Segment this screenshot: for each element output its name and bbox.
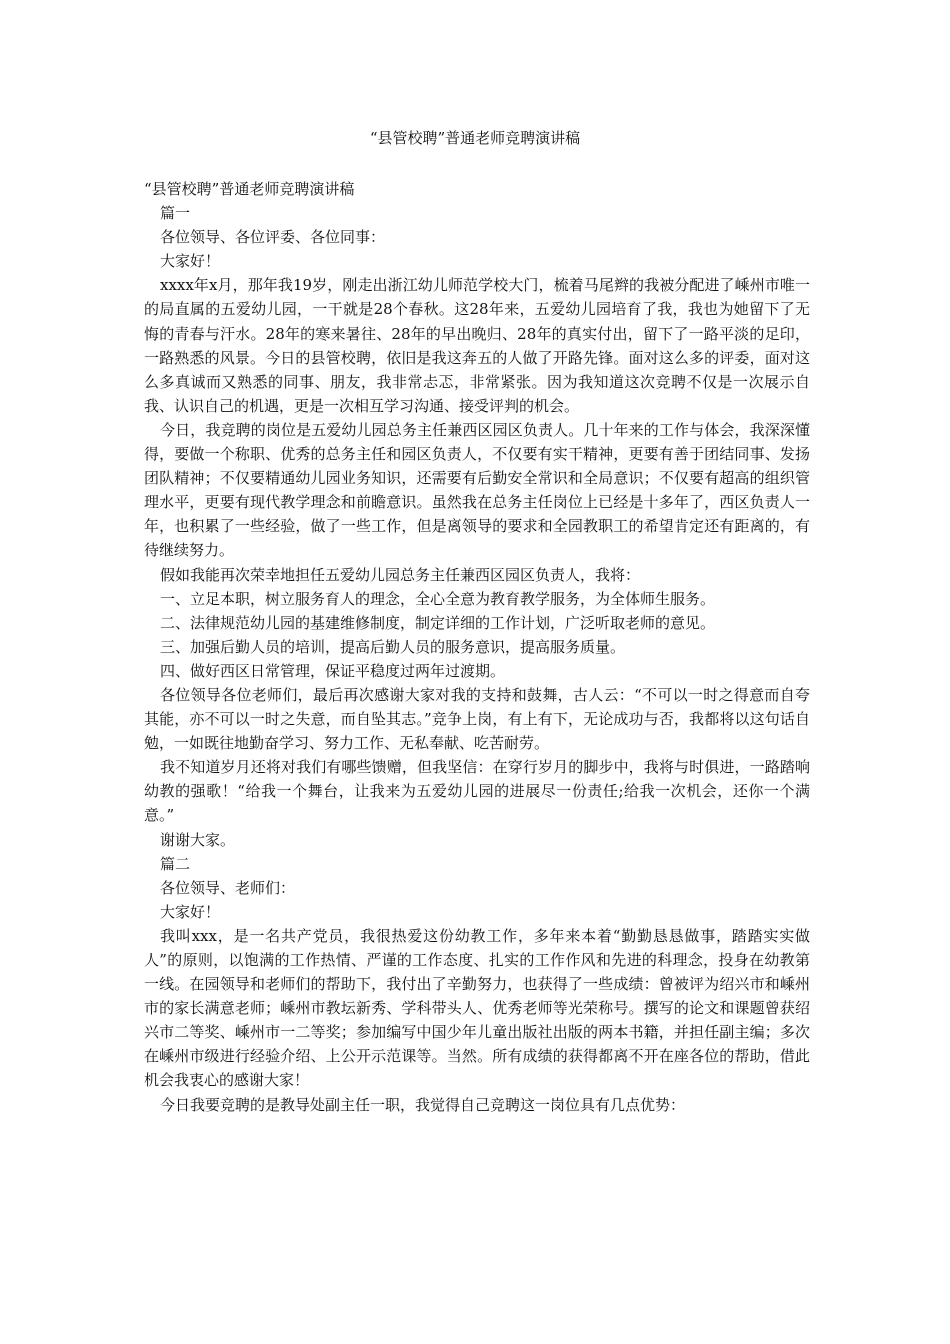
paragraph: 二、法律规范幼儿园的基建维修制度，制定详细的工作计划，广泛听取老师的意见。 <box>160 613 716 632</box>
paragraph: 四、做好西区日常管理，保证平稳度过两年过渡期。 <box>160 661 506 680</box>
paragraph: 假如我能再次荣幸地担任五爱幼儿园总务主任兼西区园区负责人，我将： <box>160 565 641 584</box>
paragraph: 今日我要竞聘的是教导处副主任一职，我觉得自己竞聘这一岗位具有几点优势： <box>160 1095 686 1114</box>
paragraph: 各位领导各位老师们，最后再次感谢大家对我的支持和鼓舞，古人云：“不可以一时之得意而自夸其能，亦不可以一时之失意，而自坠其志。”竞争上岗，有上有下，无论成功与否，我都将以这句话自勉，一如既往地勤奋学习、努力工作、无私奉献、吃苦耐劳。 <box>144 685 810 753</box>
paragraph: 各位领导、各位评委、各位同事： <box>160 228 386 247</box>
paragraph: 篇一 <box>160 204 191 223</box>
paragraph: 我不知道岁月还将对我们有哪些馈赠，但我坚信：在穿行岁月的脚步中，我将与时俱进，一路踏响幼教的强歌！“给我一个舞台，让我来为五爱幼儿园的进展尽一份责任;给我一次机会，还你一个满意。” <box>144 758 810 825</box>
document-title: “县管校聘”普通老师竞聘演讲稿 <box>369 129 581 147</box>
paragraph: 大家好！ <box>160 902 221 921</box>
paragraph: 篇二 <box>160 854 191 873</box>
paragraph: “县管校聘”普通老师竞聘演讲稿 <box>144 180 355 198</box>
paragraph: 一、立足本职，树立服务育人的理念，全心全意为教育教学服务，为全体师生服务。 <box>160 589 716 608</box>
paragraph: 三、加强后勤人员的培训，提高后勤人员的服务意识，提高服务质量。 <box>160 637 626 656</box>
paragraph: 大家好！ <box>160 252 221 271</box>
paragraph: xxxx年x月，那年我19岁，刚走出浙江幼儿师范学校大门，梳着马尾辫的我被分配进了嵊州市唯一的局直属的五爱幼儿园，一干就是28个春秋。这28年来，五爱幼儿园培育了我，我也为她留下了无悔的青春与汗水。28年的寒来暑往、28年的早出晚归、28年的真实付出，留下了一路平淡的足印，一路熟悉的风景。今日的县管校聘，依旧是我这奔五的人做了开路先锋。面对这么多的评委，面对这么多真诚而又熟悉的同事、朋友，我非常忐忑，非常紧张。因为我知道这次竞聘不仅是一次展示自我、认识自己的机遇，更是一次相互学习沟通、接受评判的机会。 <box>144 276 810 415</box>
paragraph: 今日，我竞聘的岗位是五爱幼儿园总务主任兼西区园区负责人。几十年来的工作与体会，我深深懂得，要做一个称职、优秀的总务主任和园区负责人，不仅要有实干精神，更要有善于团结同事、发扬团队精神；不仅要精通幼儿园业务知识，还需要有后勤安全常识和全局意识；不仅要有超高的组织管理水平，更要有现代教学理念和前瞻意识。虽然我在总务主任岗位上已经是十多年了，西区负责人一年，也积累了一些经验，做了一些工作，但是离领导的要求和全园教职工的希望肯定还有距离的，有待继续努力。 <box>144 420 810 560</box>
document-body <box>144 177 810 1117</box>
paragraph: 各位领导、老师们： <box>160 878 296 897</box>
paragraph: 我叫xxx，是一名共产党员，我很热爱这份幼教工作，多年来本着“勤勤恳恳做事，踏踏实实做人”的原则，以饱满的工作热情、严谨的工作态度、扎实的工作作风和先进的科理念，投身在幼教第一线。在园领导和老师们的帮助下，我付出了辛勤努力，也获得了一些成绩：曾被评为绍兴市和嵊州市的家长满意老师；嵊州市教坛新秀、学科带头人、优秀老师等光荣称号。撰写的论文和课题曾获绍兴市二等奖、嵊州市一二等奖；参加编写中国少年儿童出版社出版的两本书籍，并担任副主编；多次在嵊州市级进行经验介绍、上公开示范课等。当然。所有成绩的获得都离不开在座各位的帮助，借此机会我衷心的感谢大家！ <box>144 926 810 1090</box>
paragraph: 谢谢大家。 <box>160 830 236 849</box>
